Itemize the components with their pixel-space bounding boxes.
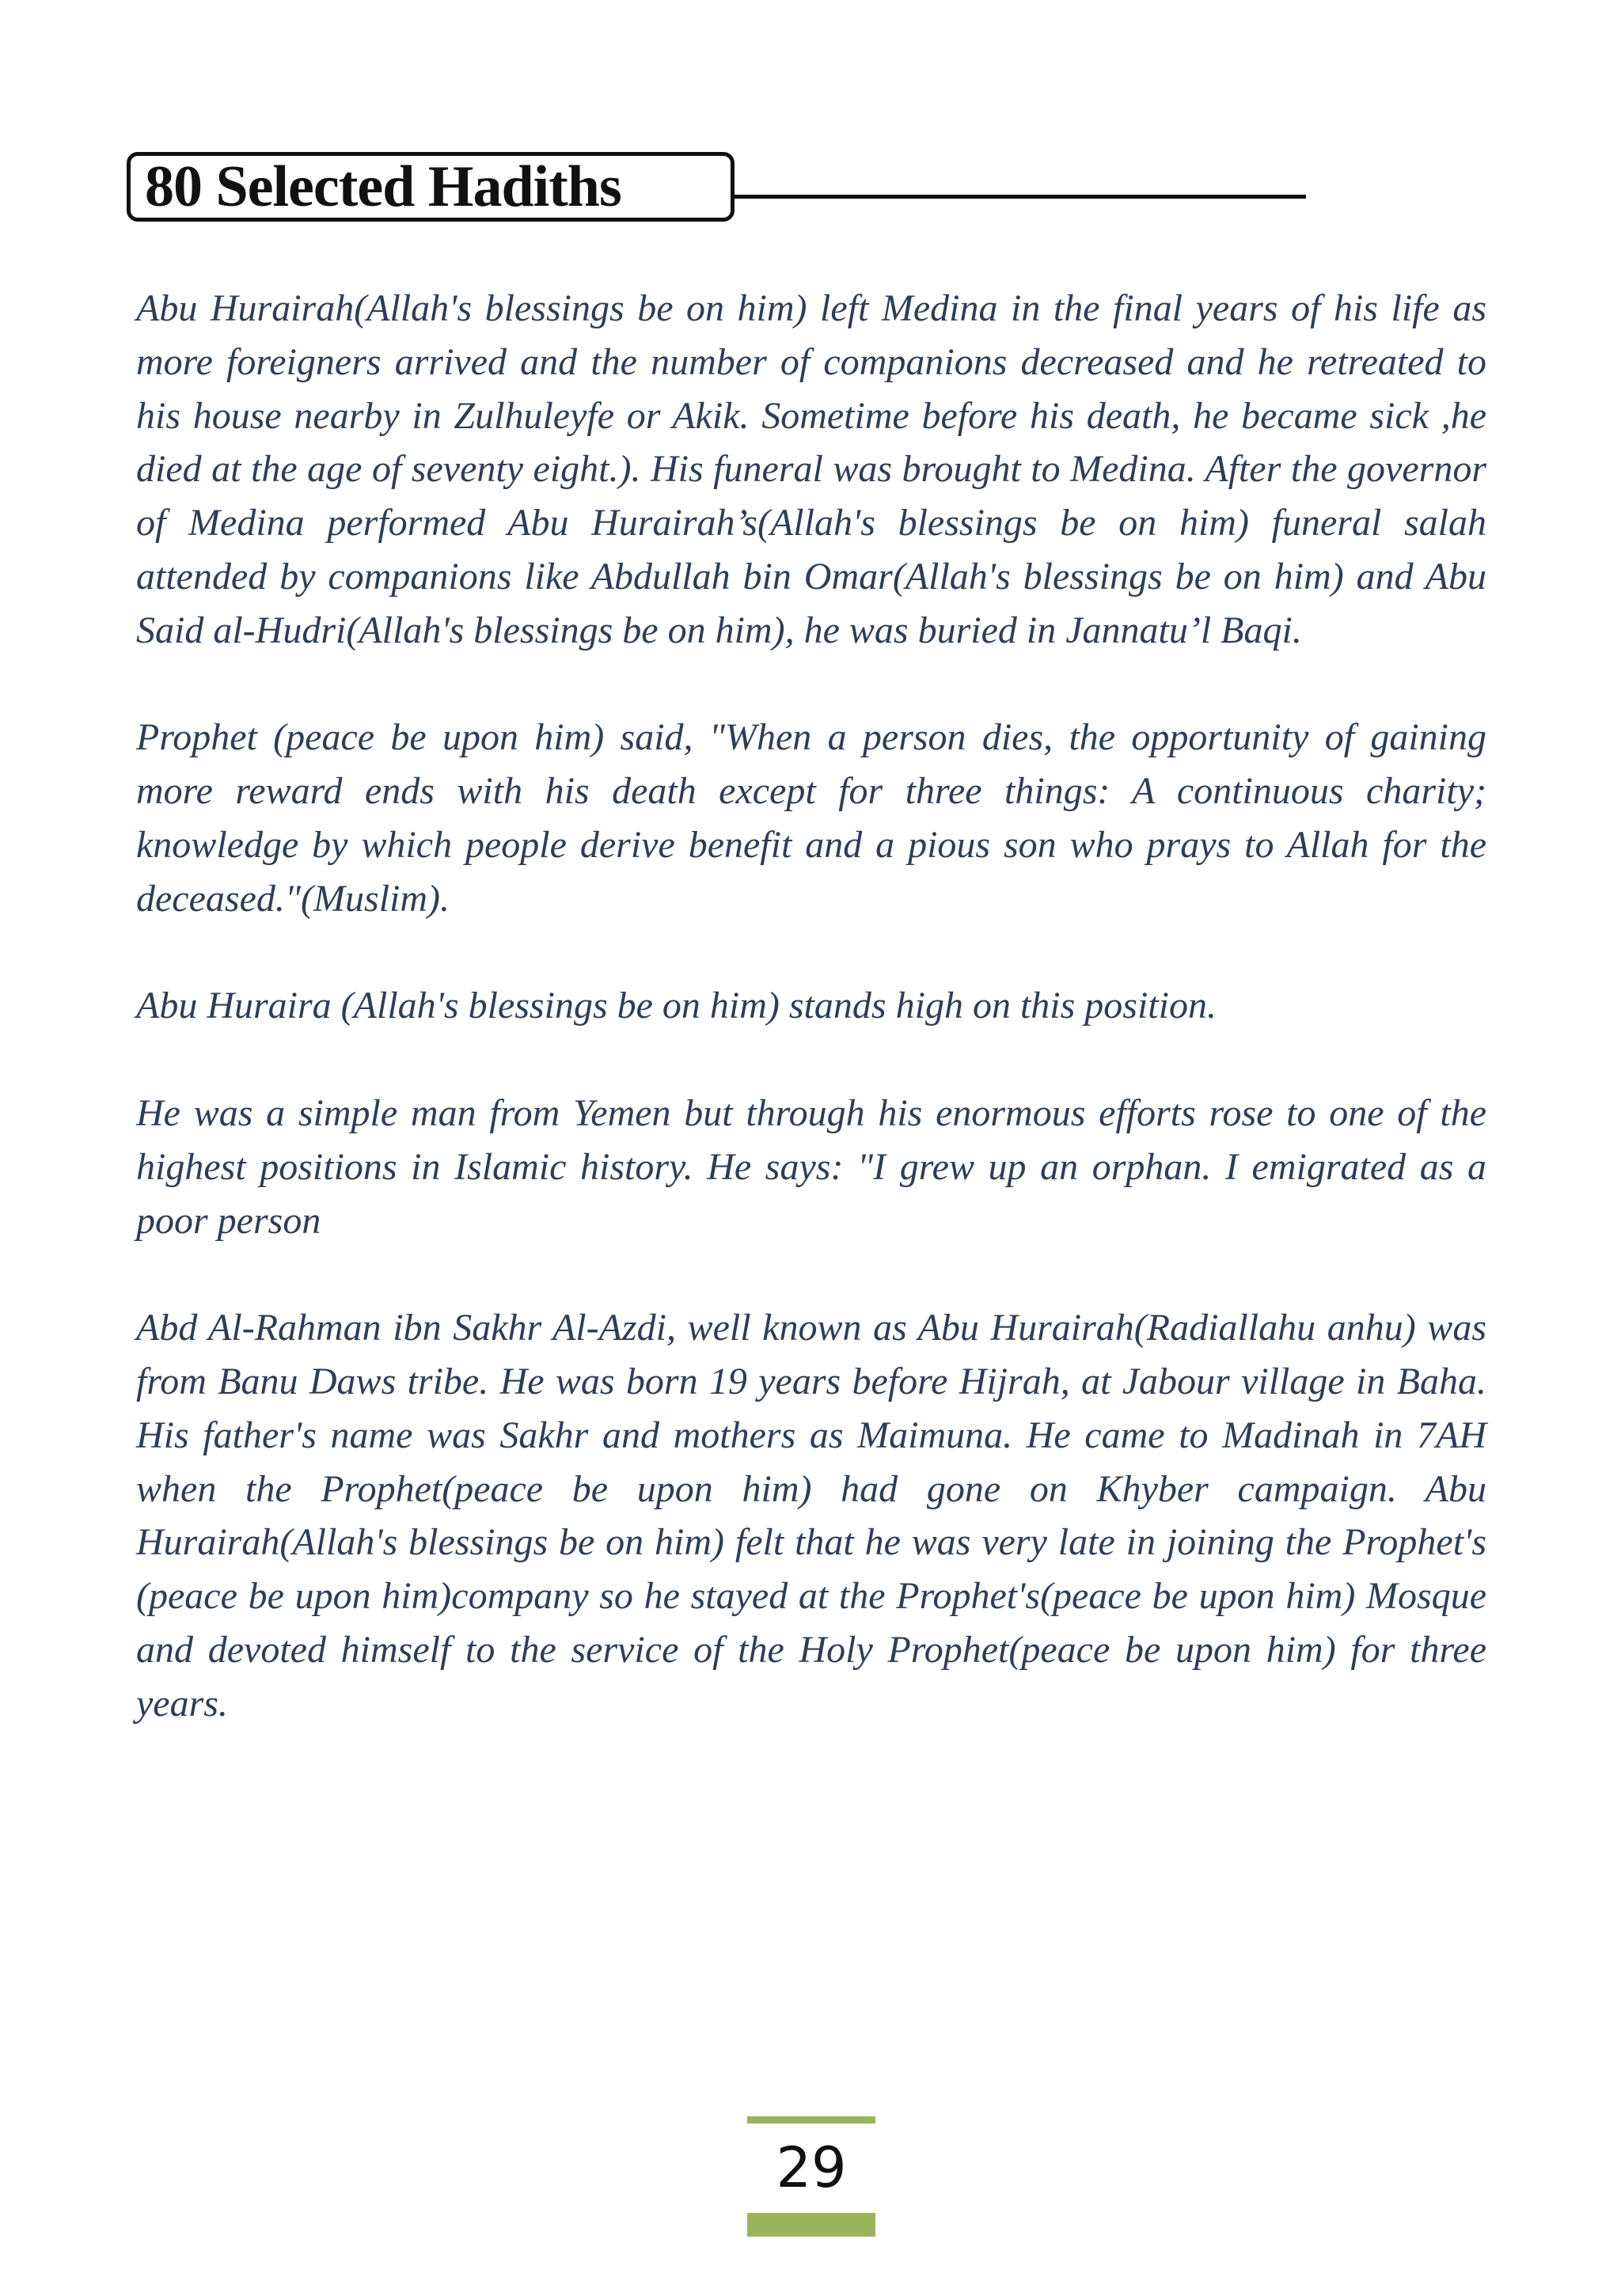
page-number-bottom-bar	[747, 2213, 875, 2237]
page-number: 29	[776, 2135, 847, 2200]
header-title-box	[127, 152, 735, 222]
paragraph-biography: Abd Al-Rahman ibn Sakhr Al-Azdi, well known as Abu Hurairah(Radiallahu anhu) was from Banu Daws tribe. He was born 19 years before Hijrah, at Jabour village in Baha. His father's name was Sakhr and mothers as Maimuna. He came to Madinah in 7AH when the Prophet(peace be upon him) had gone on Khyber campaign. Abu Hurairah(Allah's blessings be on him) felt that he was very late in joining the Prophet's (peace be upon him)company so he stayed at the Prophet's(peace be upon him) Mosque and devoted himself to the service of the Holy Prophet(peace be upon him) for three years.	[136, 1307, 1486, 1725]
page-footer	[747, 2116, 875, 2237]
page-number-top-rule	[747, 2116, 875, 2123]
header-rule	[735, 195, 1306, 199]
paragraph-hadith-quote: Prophet (peace be upon him) said, "When a person dies, the opportunity of gaining more reward ends with his death except for three things: A continuous charity; knowledge by which people derive benefit and a pious son who prays to Allah for the deceased."(Muslim).	[136, 716, 1486, 920]
paragraph-simple-man: He was a simple man from Yemen but through his enormous efforts rose to one of the highest positions in Islamic history. He says: "I grew up an orphan. I emigrated as a poor person	[136, 1091, 1486, 1242]
body-text	[136, 282, 1486, 1784]
page-title: 80 Selected Hadiths	[145, 154, 621, 219]
paragraph-position: Abu Huraira (Allah's blessings be on him) stands high on this position.	[136, 985, 1217, 1027]
paragraph-death-and-burial: Abu Hurairah(Allah's blessings be on him) left Medina in the final years of his life as more foreigners arrived and the number of companions decreased and he retreated to his house nearby in Zulhuleyfe or Akik. Sometime before his death, he became sick ,he died at the age of seventy eight.). His funeral was brought to Medina. After the governor of Medina performed Abu Hurairah’s(Allah's blessings be on him) funeral salah attended by companions like Abdullah bin Omar(Allah's blessings be on him) and Abu Said al-Hudri(Allah's blessings be on him), he was buried in Jannatu’l Baqi.	[136, 287, 1486, 651]
